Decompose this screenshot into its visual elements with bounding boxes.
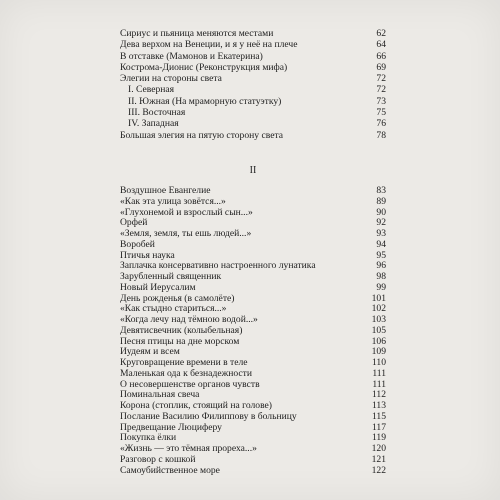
toc-entry-title: Кострома-Дионис (Реконструкция мифа) bbox=[120, 61, 288, 73]
toc-entry-title: «Как эта улица зовётся...» bbox=[120, 195, 226, 207]
toc-entry-page: 110 bbox=[371, 357, 386, 368]
toc-entry-page: 73 bbox=[376, 95, 386, 107]
toc-entry-title: Маленькая ода к безнадежности bbox=[120, 367, 252, 379]
toc-entry-page: 113 bbox=[371, 400, 386, 411]
toc-entry-page: 76 bbox=[376, 118, 386, 130]
toc-entry-page: 106 bbox=[371, 335, 386, 347]
toc-subentry bbox=[120, 84, 386, 95]
toc-entry-page: 72 bbox=[376, 73, 386, 85]
toc-entry bbox=[120, 39, 386, 50]
toc-entry bbox=[120, 197, 386, 208]
toc-entry-title: Разговор с кошкой bbox=[120, 453, 196, 465]
toc-entry-title: Дева верхом на Венеции, и я у неё на плече bbox=[120, 39, 298, 51]
toc-entry-page: 69 bbox=[376, 61, 386, 73]
toc-entry-title: День рожденья (в самолёте) bbox=[120, 292, 235, 304]
toc-entry-title: «Жизнь — это тёмная прореха...» bbox=[120, 443, 257, 454]
toc-entry-title: «Когда лечу над тёмною водой...» bbox=[120, 314, 258, 325]
toc-entry-page: 75 bbox=[376, 107, 386, 119]
toc-entry bbox=[120, 466, 386, 477]
toc-entry-page: 117 bbox=[371, 421, 386, 433]
toc-entry-page: 111 bbox=[372, 367, 386, 379]
toc-entry bbox=[120, 229, 386, 240]
toc-entry bbox=[120, 208, 386, 219]
toc-entry-page: 93 bbox=[376, 228, 386, 239]
toc-entry bbox=[120, 28, 386, 39]
toc-entry-title: Зарубленный священник bbox=[120, 271, 222, 282]
toc-entry-page: 62 bbox=[376, 28, 386, 39]
toc-entry-page: 111 bbox=[372, 378, 386, 390]
toc-entry-title: Воздушное Евангелие bbox=[120, 185, 211, 196]
toc-entry bbox=[120, 130, 386, 141]
toc-entry-page: 112 bbox=[371, 389, 386, 401]
toc-entry-title: Орфей bbox=[120, 217, 148, 229]
toc-entry-page: 101 bbox=[371, 292, 386, 304]
toc-entry-page: 78 bbox=[376, 129, 386, 141]
toc-entry-title: Корона (стоплик, стоящий на голове) bbox=[120, 400, 273, 411]
toc-entry-page: 121 bbox=[371, 453, 386, 465]
toc-entry-title: Предвещание Люциферу bbox=[120, 421, 222, 433]
toc-entry-page: 90 bbox=[376, 206, 386, 218]
toc-entry-page: 83 bbox=[376, 185, 386, 196]
toc-entry-title: Покупка ёлки bbox=[120, 432, 177, 444]
toc-entry-title: III. Восточная bbox=[128, 107, 186, 119]
toc-entry-page: 115 bbox=[371, 410, 386, 422]
toc-entry-page: 99 bbox=[376, 281, 386, 293]
toc-entry-title: Новый Иерусалим bbox=[120, 281, 196, 293]
toc-entry-title: Сириус и пьяница меняются местами bbox=[120, 28, 274, 39]
toc-entry-page: 94 bbox=[376, 238, 386, 250]
toc-entry-title: Круговращение времени в теле bbox=[120, 357, 248, 368]
toc-entry-title: Иудеям и всем bbox=[120, 346, 180, 358]
toc-section-2 bbox=[120, 186, 386, 476]
toc-entry-page: 64 bbox=[376, 39, 386, 51]
toc-entry-title: Птичья наука bbox=[120, 249, 175, 261]
toc-section-1 bbox=[120, 28, 386, 141]
toc-entry bbox=[120, 455, 386, 466]
toc-entry-title: I. Северная bbox=[128, 84, 175, 96]
toc-entry-title: Воробей bbox=[120, 238, 155, 250]
toc-entry-title: Заплачка консервативно настроенного лунатика bbox=[120, 260, 316, 272]
toc-entry bbox=[120, 326, 386, 337]
toc-entry-page: 98 bbox=[376, 271, 386, 282]
section-heading: II bbox=[249, 165, 257, 176]
toc-entry-page: 66 bbox=[376, 50, 386, 62]
toc-entry bbox=[120, 73, 386, 84]
toc-entry-title: Самоубийственное море bbox=[120, 464, 220, 476]
toc-entry-page: 120 bbox=[371, 443, 386, 454]
toc-subentry bbox=[120, 118, 386, 129]
toc-entry-page: 96 bbox=[376, 260, 386, 272]
toc-entry-title: Большая элегия на пятую сторону света bbox=[120, 129, 284, 141]
toc-entry-page: 119 bbox=[371, 432, 386, 444]
toc-entry bbox=[120, 369, 386, 380]
toc-entry bbox=[120, 283, 386, 294]
toc-entry bbox=[120, 62, 386, 73]
toc-entry-title: «Как стыдно стариться...» bbox=[120, 303, 227, 315]
toc-entry bbox=[120, 51, 386, 62]
toc-entry-title: II. Южная (На мраморную статуэтку) bbox=[128, 95, 282, 107]
toc-entry-page: 72 bbox=[376, 84, 386, 96]
toc-entry-page: 89 bbox=[376, 195, 386, 207]
toc-entry-page: 95 bbox=[376, 249, 386, 261]
toc-entry-title: Песня птицы на дне морском bbox=[120, 335, 240, 347]
toc-entry-title: Элегии на стороны света bbox=[120, 73, 222, 85]
toc-subentry bbox=[120, 107, 386, 118]
toc-subentry bbox=[120, 96, 386, 107]
toc-entry-page: 103 bbox=[371, 314, 386, 325]
toc-entry-page: 92 bbox=[376, 217, 386, 229]
toc-entry-page: 102 bbox=[371, 303, 386, 315]
toc-entry-title: «Земля, земля, ты ешь людей...» bbox=[120, 228, 252, 239]
toc-entry-page: 122 bbox=[371, 464, 386, 476]
toc-entry bbox=[120, 240, 386, 251]
toc-entry-page: 109 bbox=[371, 346, 386, 358]
toc-entry-page: 105 bbox=[371, 324, 386, 336]
toc-entry-title: Послание Василию Филиппову в больницу bbox=[120, 410, 297, 422]
toc-entry-title: IV. Западная bbox=[128, 118, 179, 130]
toc-entry-title: Поминальная свеча bbox=[120, 389, 200, 401]
toc-entry-title: О несовершенстве органов чувств bbox=[120, 378, 260, 390]
toc-entry-title: Девятисвечник (колыбельная) bbox=[120, 324, 243, 336]
toc-entry-title: «Глухонемой и взрослый сын...» bbox=[120, 206, 253, 218]
toc-entry-title: В отставке (Мамонов и Екатерина) bbox=[120, 50, 263, 62]
toc-entry bbox=[120, 412, 386, 423]
